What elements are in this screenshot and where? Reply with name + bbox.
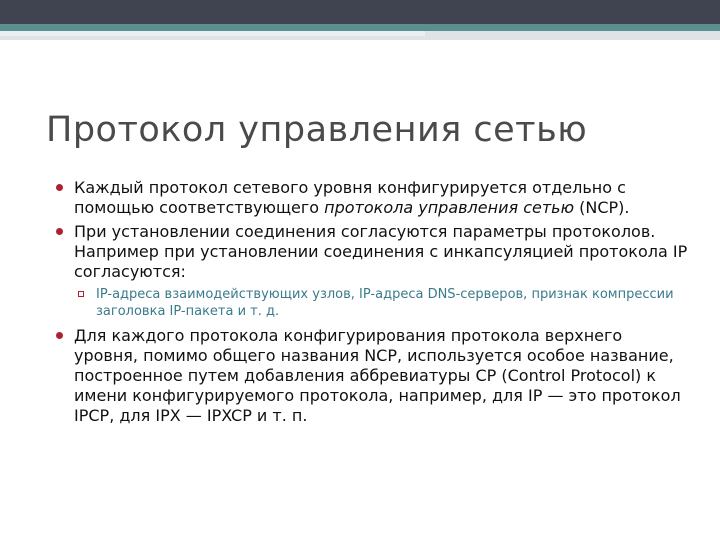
bullet-icon [56,228,63,235]
bullet-item [54,178,689,218]
slide-content [54,178,689,430]
top-bar-gray-light [0,31,425,36]
bullet-italic-text: протокола управления сетью [324,198,575,217]
bullet-icon [56,184,63,191]
sub-bullet-item [78,286,689,320]
bullet-item [54,326,689,426]
bullet-text: При установлении соединения согласуются параметры протоколов. Например при установлении соединения с инкапсуляцией протокола IP согласуются: [74,222,688,281]
sub-bullet-text: IP-адреса взаимодействующих узлов, IP-адреса DNS-серверов, признак компрессии заголовка IP-пакета и т. д. [96,287,674,319]
bullet-item [54,222,689,282]
top-bar-dark [0,0,720,24]
square-bullet-icon [78,291,84,297]
bullet-text: Каждый протокол сетевого уровня конфигурируется отдельно с помощью соответствующего [74,178,626,217]
bullet-icon [56,332,63,339]
top-bar-accent [0,24,720,31]
bullet-text: Для каждого протокола конфигурирования протокола верхнего уровня, помимо общего названия NCP, используется особое название, построенное путем добавления аббревиатуры CP (Control Protocol) к имени конфигурируемого протокола, например, для IP — это протокол IPCP, для IPX — IPXCP и т. п. [74,326,681,425]
bullet-text-after: (NCP). [574,198,630,217]
slide-title: Протокол управления сетью [46,110,588,150]
